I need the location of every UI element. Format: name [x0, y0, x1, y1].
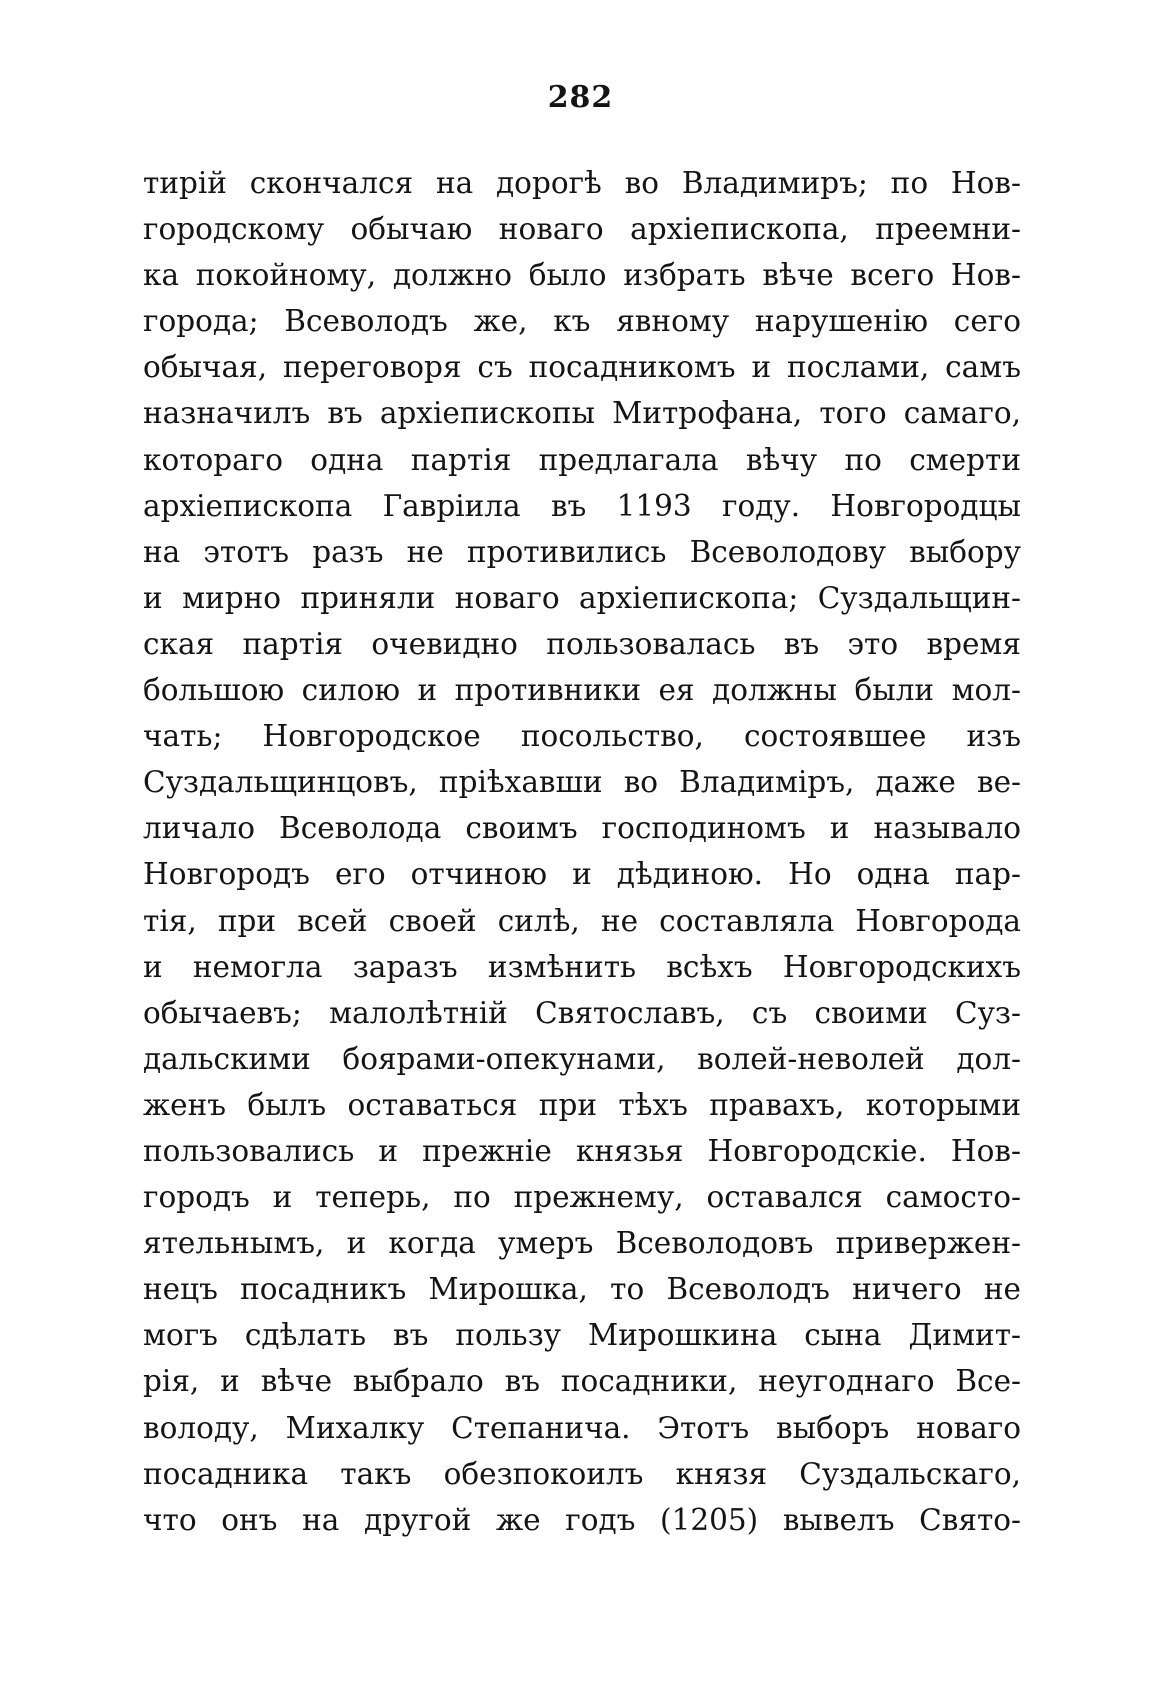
text-line: и немогла заразъ измѣнить всѣхъ Новгородскихъ [143, 949, 1021, 984]
text-line: Новгородъ его отчиною и дѣдиною. Но одна пар- [143, 857, 1021, 892]
text-line: что онъ на другой же годъ (1205) вывелъ Свято- [143, 1502, 1021, 1537]
text-line: женъ былъ оставаться при тѣхъ правахъ, которыми [143, 1087, 1021, 1122]
text-line: Суздальщинцовъ, пріѣхавши во Владиміръ, даже ве- [143, 765, 1021, 800]
text-line: тирій скончался на дорогѣ во Владимиръ; по Нов- [143, 166, 1021, 200]
text-line: нецъ посадникъ Мирошка, то Всеволодъ ничего не [143, 1272, 1021, 1307]
text-line: ская партія очевидно пользовалась въ это время [143, 626, 1021, 661]
text-line: посадника такъ обезпокоилъ князя Суздальскаго, [143, 1456, 1021, 1491]
text-line: ятельнымъ, и когда умеръ Всеволодовъ привержен- [143, 1226, 1021, 1261]
text-line: пользовались и прежніе князья Новгородскіе. Нов- [143, 1133, 1021, 1168]
text-line: чать; Новгородское посольство, состоявшее изъ [143, 719, 1021, 754]
text-line: городскому обычаю новаго архіепископа, преемни- [143, 212, 1021, 247]
text-line: архіепископа Гавріила въ 1193 году. Новгородцы [143, 488, 1021, 523]
text-line: города; Всеволодъ же, къ явному нарушенію сего [143, 304, 1021, 339]
text-line: обычая, переговоря съ посадникомъ и послами, самъ [143, 350, 1021, 385]
text-line: назначилъ въ архіепископы Митрофана, того самаго, [143, 396, 1021, 431]
text-line: тія, при всей своей силѣ, не составляла Новгорода [143, 903, 1021, 938]
text-line: городъ и теперь, по прежнему, оставался самосто- [143, 1180, 1021, 1215]
text-line: на этотъ разъ не противились Всеволодову выбору [143, 534, 1021, 569]
text-line: володу, Михалку Степанича. Этотъ выборъ новаго [143, 1410, 1021, 1445]
text-line: дальскими боярами-опекунами, волей-неволей дол- [143, 1041, 1021, 1076]
body-text [143, 160, 1021, 1543]
text-line: ка покойному, должно было избрать вѣче всего Нов- [143, 258, 1021, 293]
page-number: 282 [547, 80, 614, 115]
text-line: котораго одна партія предлагала вѣчу по смерти [143, 442, 1021, 477]
text-line: и мирно приняли новаго архіепископа; Суздальщин- [143, 580, 1021, 615]
text-line: личало Всеволода своимъ господиномъ и называло [143, 811, 1021, 846]
text-line: обычаевъ; малолѣтній Святославъ, съ своими Суз- [143, 995, 1021, 1030]
text-line: могъ сдѣлать въ пользу Мирошкина сына Димит- [143, 1318, 1021, 1353]
text-line: большою силою и противники ея должны были мол- [143, 673, 1021, 708]
text-line: рія, и вѣче выбрало въ посадники, неугоднаго Все- [143, 1364, 1021, 1399]
